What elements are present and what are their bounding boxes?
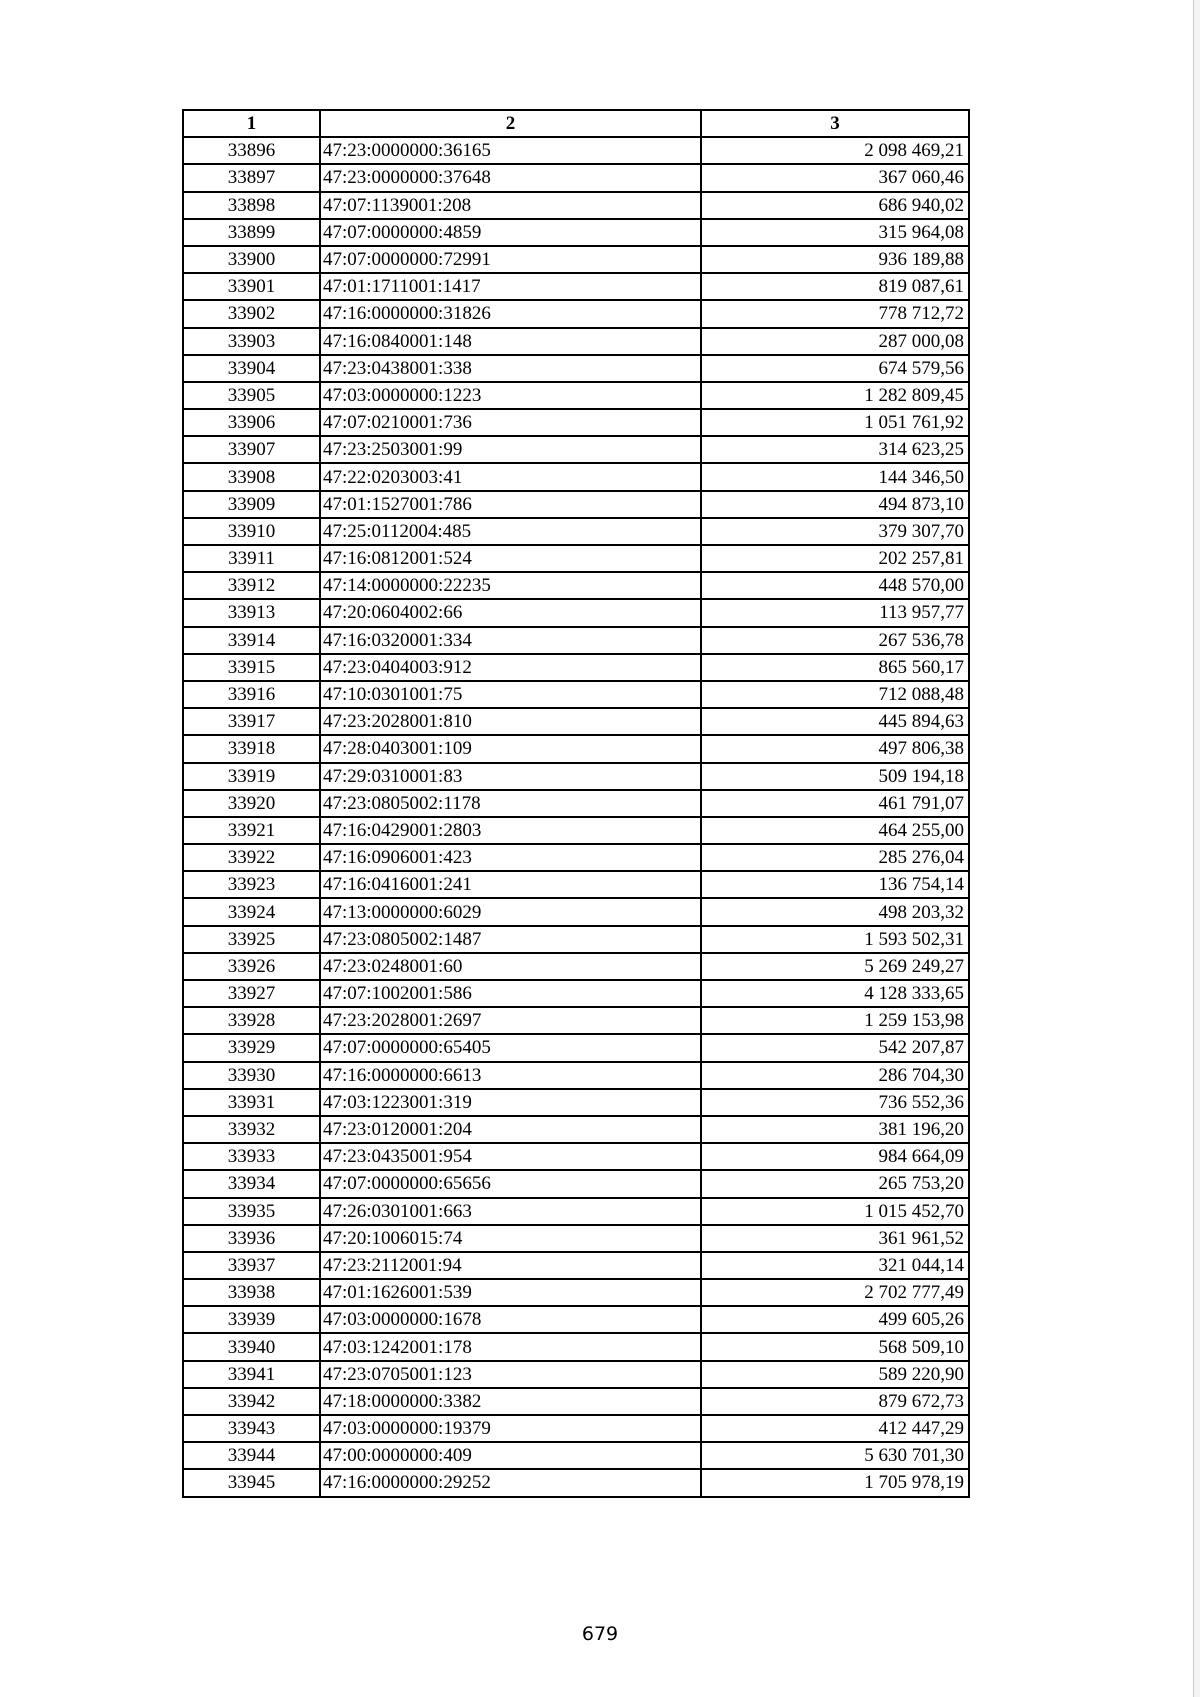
row-number: 33920 bbox=[183, 790, 320, 817]
amount-value: 1 705 978,19 bbox=[701, 1469, 969, 1496]
table-row bbox=[183, 300, 969, 327]
table-row bbox=[183, 328, 969, 355]
cadastral-number: 47:26:0301001:663 bbox=[320, 1198, 701, 1225]
column-header-2: 2 bbox=[320, 110, 701, 137]
cadastral-number: 47:23:2503001:99 bbox=[320, 436, 701, 463]
row-number: 33930 bbox=[183, 1062, 320, 1089]
amount-value: 144 346,50 bbox=[701, 463, 969, 490]
amount-value: 865 560,17 bbox=[701, 654, 969, 681]
row-number: 33898 bbox=[183, 192, 320, 219]
amount-value: 712 088,48 bbox=[701, 681, 969, 708]
table-row bbox=[183, 246, 969, 273]
cadastral-number: 47:01:1527001:786 bbox=[320, 491, 701, 518]
cadastral-number: 47:07:0000000:4859 bbox=[320, 219, 701, 246]
table-row bbox=[183, 1225, 969, 1252]
table-row bbox=[183, 382, 969, 409]
table-row bbox=[183, 1252, 969, 1279]
cadastral-number: 47:16:0320001:334 bbox=[320, 627, 701, 654]
cadastral-number: 47:23:0000000:37648 bbox=[320, 164, 701, 191]
cadastral-number: 47:23:0404003:912 bbox=[320, 654, 701, 681]
cadastral-number: 47:16:0812001:524 bbox=[320, 545, 701, 572]
amount-value: 1 282 809,45 bbox=[701, 382, 969, 409]
row-number: 33897 bbox=[183, 164, 320, 191]
row-number: 33935 bbox=[183, 1198, 320, 1225]
cadastral-number: 47:16:0000000:29252 bbox=[320, 1469, 701, 1496]
cadastral-number: 47:16:0840001:148 bbox=[320, 328, 701, 355]
table-row bbox=[183, 681, 969, 708]
amount-value: 1 051 761,92 bbox=[701, 409, 969, 436]
cadastral-number: 47:23:0805002:1178 bbox=[320, 790, 701, 817]
cadastral-number: 47:03:0000000:1678 bbox=[320, 1306, 701, 1333]
amount-value: 542 207,87 bbox=[701, 1034, 969, 1061]
cadastral-number: 47:25:0112004:485 bbox=[320, 518, 701, 545]
amount-value: 936 189,88 bbox=[701, 246, 969, 273]
table-row bbox=[183, 1089, 969, 1116]
row-number: 33902 bbox=[183, 300, 320, 327]
table-row bbox=[183, 164, 969, 191]
row-number: 33915 bbox=[183, 654, 320, 681]
cadastral-number: 47:23:0248001:60 bbox=[320, 953, 701, 980]
table-row bbox=[183, 953, 969, 980]
cadastral-number: 47:07:0210001:736 bbox=[320, 409, 701, 436]
table-row bbox=[183, 708, 969, 735]
amount-value: 267 536,78 bbox=[701, 627, 969, 654]
amount-value: 984 664,09 bbox=[701, 1143, 969, 1170]
row-number: 33912 bbox=[183, 572, 320, 599]
cadastral-number: 47:23:2028001:2697 bbox=[320, 1007, 701, 1034]
row-number: 33908 bbox=[183, 463, 320, 490]
table-row bbox=[183, 1333, 969, 1360]
table-row bbox=[183, 1034, 969, 1061]
row-number: 33944 bbox=[183, 1442, 320, 1469]
table-row bbox=[183, 409, 969, 436]
table-row bbox=[183, 844, 969, 871]
cadastral-number: 47:16:0906001:423 bbox=[320, 844, 701, 871]
amount-value: 361 961,52 bbox=[701, 1225, 969, 1252]
amount-value: 445 894,63 bbox=[701, 708, 969, 735]
cadastral-number: 47:22:0203003:41 bbox=[320, 463, 701, 490]
cadastral-number: 47:13:0000000:6029 bbox=[320, 898, 701, 925]
row-number: 33921 bbox=[183, 817, 320, 844]
row-number: 33928 bbox=[183, 1007, 320, 1034]
amount-value: 5 269 249,27 bbox=[701, 953, 969, 980]
row-number: 33914 bbox=[183, 627, 320, 654]
row-number: 33913 bbox=[183, 599, 320, 626]
row-number: 33907 bbox=[183, 436, 320, 463]
amount-value: 2 702 777,49 bbox=[701, 1279, 969, 1306]
amount-value: 819 087,61 bbox=[701, 273, 969, 300]
table-row bbox=[183, 1062, 969, 1089]
row-number: 33916 bbox=[183, 681, 320, 708]
amount-value: 286 704,30 bbox=[701, 1062, 969, 1089]
table-row bbox=[183, 436, 969, 463]
table-row bbox=[183, 137, 969, 164]
cadastral-number: 47:23:0000000:36165 bbox=[320, 137, 701, 164]
row-number: 33909 bbox=[183, 491, 320, 518]
table-row bbox=[183, 572, 969, 599]
table-row bbox=[183, 1361, 969, 1388]
amount-value: 499 605,26 bbox=[701, 1306, 969, 1333]
amount-value: 265 753,20 bbox=[701, 1170, 969, 1197]
row-number: 33896 bbox=[183, 137, 320, 164]
cadastral-number: 47:16:0000000:6613 bbox=[320, 1062, 701, 1089]
amount-value: 412 447,29 bbox=[701, 1415, 969, 1442]
amount-value: 367 060,46 bbox=[701, 164, 969, 191]
table-header-row bbox=[183, 110, 969, 137]
table-row bbox=[183, 545, 969, 572]
table-row bbox=[183, 1007, 969, 1034]
row-number: 33922 bbox=[183, 844, 320, 871]
table-row bbox=[183, 817, 969, 844]
table-row bbox=[183, 926, 969, 953]
row-number: 33939 bbox=[183, 1306, 320, 1333]
amount-value: 2 098 469,21 bbox=[701, 137, 969, 164]
amount-value: 736 552,36 bbox=[701, 1089, 969, 1116]
cadastral-number: 47:20:0604002:66 bbox=[320, 599, 701, 626]
row-number: 33942 bbox=[183, 1388, 320, 1415]
cadastral-number: 47:00:0000000:409 bbox=[320, 1442, 701, 1469]
row-number: 33918 bbox=[183, 735, 320, 762]
amount-value: 448 570,00 bbox=[701, 572, 969, 599]
row-number: 33900 bbox=[183, 246, 320, 273]
row-number: 33899 bbox=[183, 219, 320, 246]
row-number: 33938 bbox=[183, 1279, 320, 1306]
table-row bbox=[183, 654, 969, 681]
row-number: 33931 bbox=[183, 1089, 320, 1116]
cadastral-number: 47:03:1223001:319 bbox=[320, 1089, 701, 1116]
table-body bbox=[183, 137, 969, 1496]
page-edge bbox=[1193, 0, 1200, 1697]
amount-value: 498 203,32 bbox=[701, 898, 969, 925]
cadastral-number: 47:07:0000000:72991 bbox=[320, 246, 701, 273]
amount-value: 321 044,14 bbox=[701, 1252, 969, 1279]
row-number: 33903 bbox=[183, 328, 320, 355]
row-number: 33937 bbox=[183, 1252, 320, 1279]
amount-value: 497 806,38 bbox=[701, 735, 969, 762]
row-number: 33941 bbox=[183, 1361, 320, 1388]
amount-value: 315 964,08 bbox=[701, 219, 969, 246]
row-number: 33911 bbox=[183, 545, 320, 572]
table-row bbox=[183, 355, 969, 382]
column-header-3: 3 bbox=[701, 110, 969, 137]
amount-value: 113 957,77 bbox=[701, 599, 969, 626]
amount-value: 314 623,25 bbox=[701, 436, 969, 463]
table-row bbox=[183, 627, 969, 654]
cadastral-number: 47:20:1006015:74 bbox=[320, 1225, 701, 1252]
table-row bbox=[183, 1442, 969, 1469]
cadastral-number: 47:16:0429001:2803 bbox=[320, 817, 701, 844]
table-row bbox=[183, 192, 969, 219]
cadastral-number: 47:01:1626001:539 bbox=[320, 1279, 701, 1306]
table-row bbox=[183, 1279, 969, 1306]
table-row bbox=[183, 898, 969, 925]
table-row bbox=[183, 463, 969, 490]
table-row bbox=[183, 1143, 969, 1170]
table-row bbox=[183, 518, 969, 545]
page-number: 679 bbox=[581, 1623, 619, 1645]
cadastral-number: 47:03:0000000:19379 bbox=[320, 1415, 701, 1442]
amount-value: 379 307,70 bbox=[701, 518, 969, 545]
row-number: 33919 bbox=[183, 763, 320, 790]
cadastral-number: 47:03:0000000:1223 bbox=[320, 382, 701, 409]
amount-value: 879 672,73 bbox=[701, 1388, 969, 1415]
row-number: 33933 bbox=[183, 1143, 320, 1170]
row-number: 33910 bbox=[183, 518, 320, 545]
row-number: 33936 bbox=[183, 1225, 320, 1252]
row-number: 33923 bbox=[183, 871, 320, 898]
table-row bbox=[183, 1198, 969, 1225]
table-row bbox=[183, 980, 969, 1007]
cadastral-number: 47:23:0120001:204 bbox=[320, 1116, 701, 1143]
amount-value: 4 128 333,65 bbox=[701, 980, 969, 1007]
amount-value: 381 196,20 bbox=[701, 1116, 969, 1143]
amount-value: 5 630 701,30 bbox=[701, 1442, 969, 1469]
cadastral-number: 47:23:2112001:94 bbox=[320, 1252, 701, 1279]
row-number: 33932 bbox=[183, 1116, 320, 1143]
cadastral-number: 47:29:0310001:83 bbox=[320, 763, 701, 790]
amount-value: 509 194,18 bbox=[701, 763, 969, 790]
row-number: 33945 bbox=[183, 1469, 320, 1496]
row-number: 33929 bbox=[183, 1034, 320, 1061]
amount-value: 136 754,14 bbox=[701, 871, 969, 898]
table-row bbox=[183, 871, 969, 898]
cadastral-number: 47:23:2028001:810 bbox=[320, 708, 701, 735]
table-row bbox=[183, 219, 969, 246]
cadastral-number: 47:23:0805002:1487 bbox=[320, 926, 701, 953]
cadastral-number: 47:10:0301001:75 bbox=[320, 681, 701, 708]
row-number: 33924 bbox=[183, 898, 320, 925]
cadastral-number: 47:07:0000000:65656 bbox=[320, 1170, 701, 1197]
row-number: 33934 bbox=[183, 1170, 320, 1197]
cadastral-number: 47:01:1711001:1417 bbox=[320, 273, 701, 300]
row-number: 33940 bbox=[183, 1333, 320, 1360]
table-row bbox=[183, 790, 969, 817]
table-row bbox=[183, 273, 969, 300]
row-number: 33926 bbox=[183, 953, 320, 980]
cadastral-number: 47:07:1139001:208 bbox=[320, 192, 701, 219]
column-header-1: 1 bbox=[183, 110, 320, 137]
table-row bbox=[183, 763, 969, 790]
cadastral-number: 47:23:0705001:123 bbox=[320, 1361, 701, 1388]
table-row bbox=[183, 1415, 969, 1442]
row-number: 33925 bbox=[183, 926, 320, 953]
table-row bbox=[183, 599, 969, 626]
row-number: 33901 bbox=[183, 273, 320, 300]
amount-value: 287 000,08 bbox=[701, 328, 969, 355]
cadastral-number: 47:23:0438001:338 bbox=[320, 355, 701, 382]
amount-value: 686 940,02 bbox=[701, 192, 969, 219]
table-row bbox=[183, 1306, 969, 1333]
amount-value: 464 255,00 bbox=[701, 817, 969, 844]
row-number: 33943 bbox=[183, 1415, 320, 1442]
amount-value: 1 015 452,70 bbox=[701, 1198, 969, 1225]
row-number: 33917 bbox=[183, 708, 320, 735]
row-number: 33927 bbox=[183, 980, 320, 1007]
cadastral-number: 47:03:1242001:178 bbox=[320, 1333, 701, 1360]
amount-value: 461 791,07 bbox=[701, 790, 969, 817]
table-row bbox=[183, 491, 969, 518]
amount-value: 568 509,10 bbox=[701, 1333, 969, 1360]
amount-value: 674 579,56 bbox=[701, 355, 969, 382]
cadastral-number: 47:14:0000000:22235 bbox=[320, 572, 701, 599]
data-table bbox=[182, 109, 970, 1498]
cadastral-number: 47:07:0000000:65405 bbox=[320, 1034, 701, 1061]
table-row bbox=[183, 1469, 969, 1496]
cadastral-number: 47:23:0435001:954 bbox=[320, 1143, 701, 1170]
amount-value: 202 257,81 bbox=[701, 545, 969, 572]
amount-value: 494 873,10 bbox=[701, 491, 969, 518]
table-row bbox=[183, 1116, 969, 1143]
cadastral-number: 47:28:0403001:109 bbox=[320, 735, 701, 762]
cadastral-number: 47:16:0000000:31826 bbox=[320, 300, 701, 327]
row-number: 33904 bbox=[183, 355, 320, 382]
row-number: 33905 bbox=[183, 382, 320, 409]
amount-value: 285 276,04 bbox=[701, 844, 969, 871]
amount-value: 1 593 502,31 bbox=[701, 926, 969, 953]
cadastral-number: 47:16:0416001:241 bbox=[320, 871, 701, 898]
row-number: 33906 bbox=[183, 409, 320, 436]
cadastral-number: 47:18:0000000:3382 bbox=[320, 1388, 701, 1415]
table-row bbox=[183, 1170, 969, 1197]
amount-value: 778 712,72 bbox=[701, 300, 969, 327]
table-row bbox=[183, 735, 969, 762]
amount-value: 1 259 153,98 bbox=[701, 1007, 969, 1034]
amount-value: 589 220,90 bbox=[701, 1361, 969, 1388]
table-row bbox=[183, 1388, 969, 1415]
cadastral-number: 47:07:1002001:586 bbox=[320, 980, 701, 1007]
